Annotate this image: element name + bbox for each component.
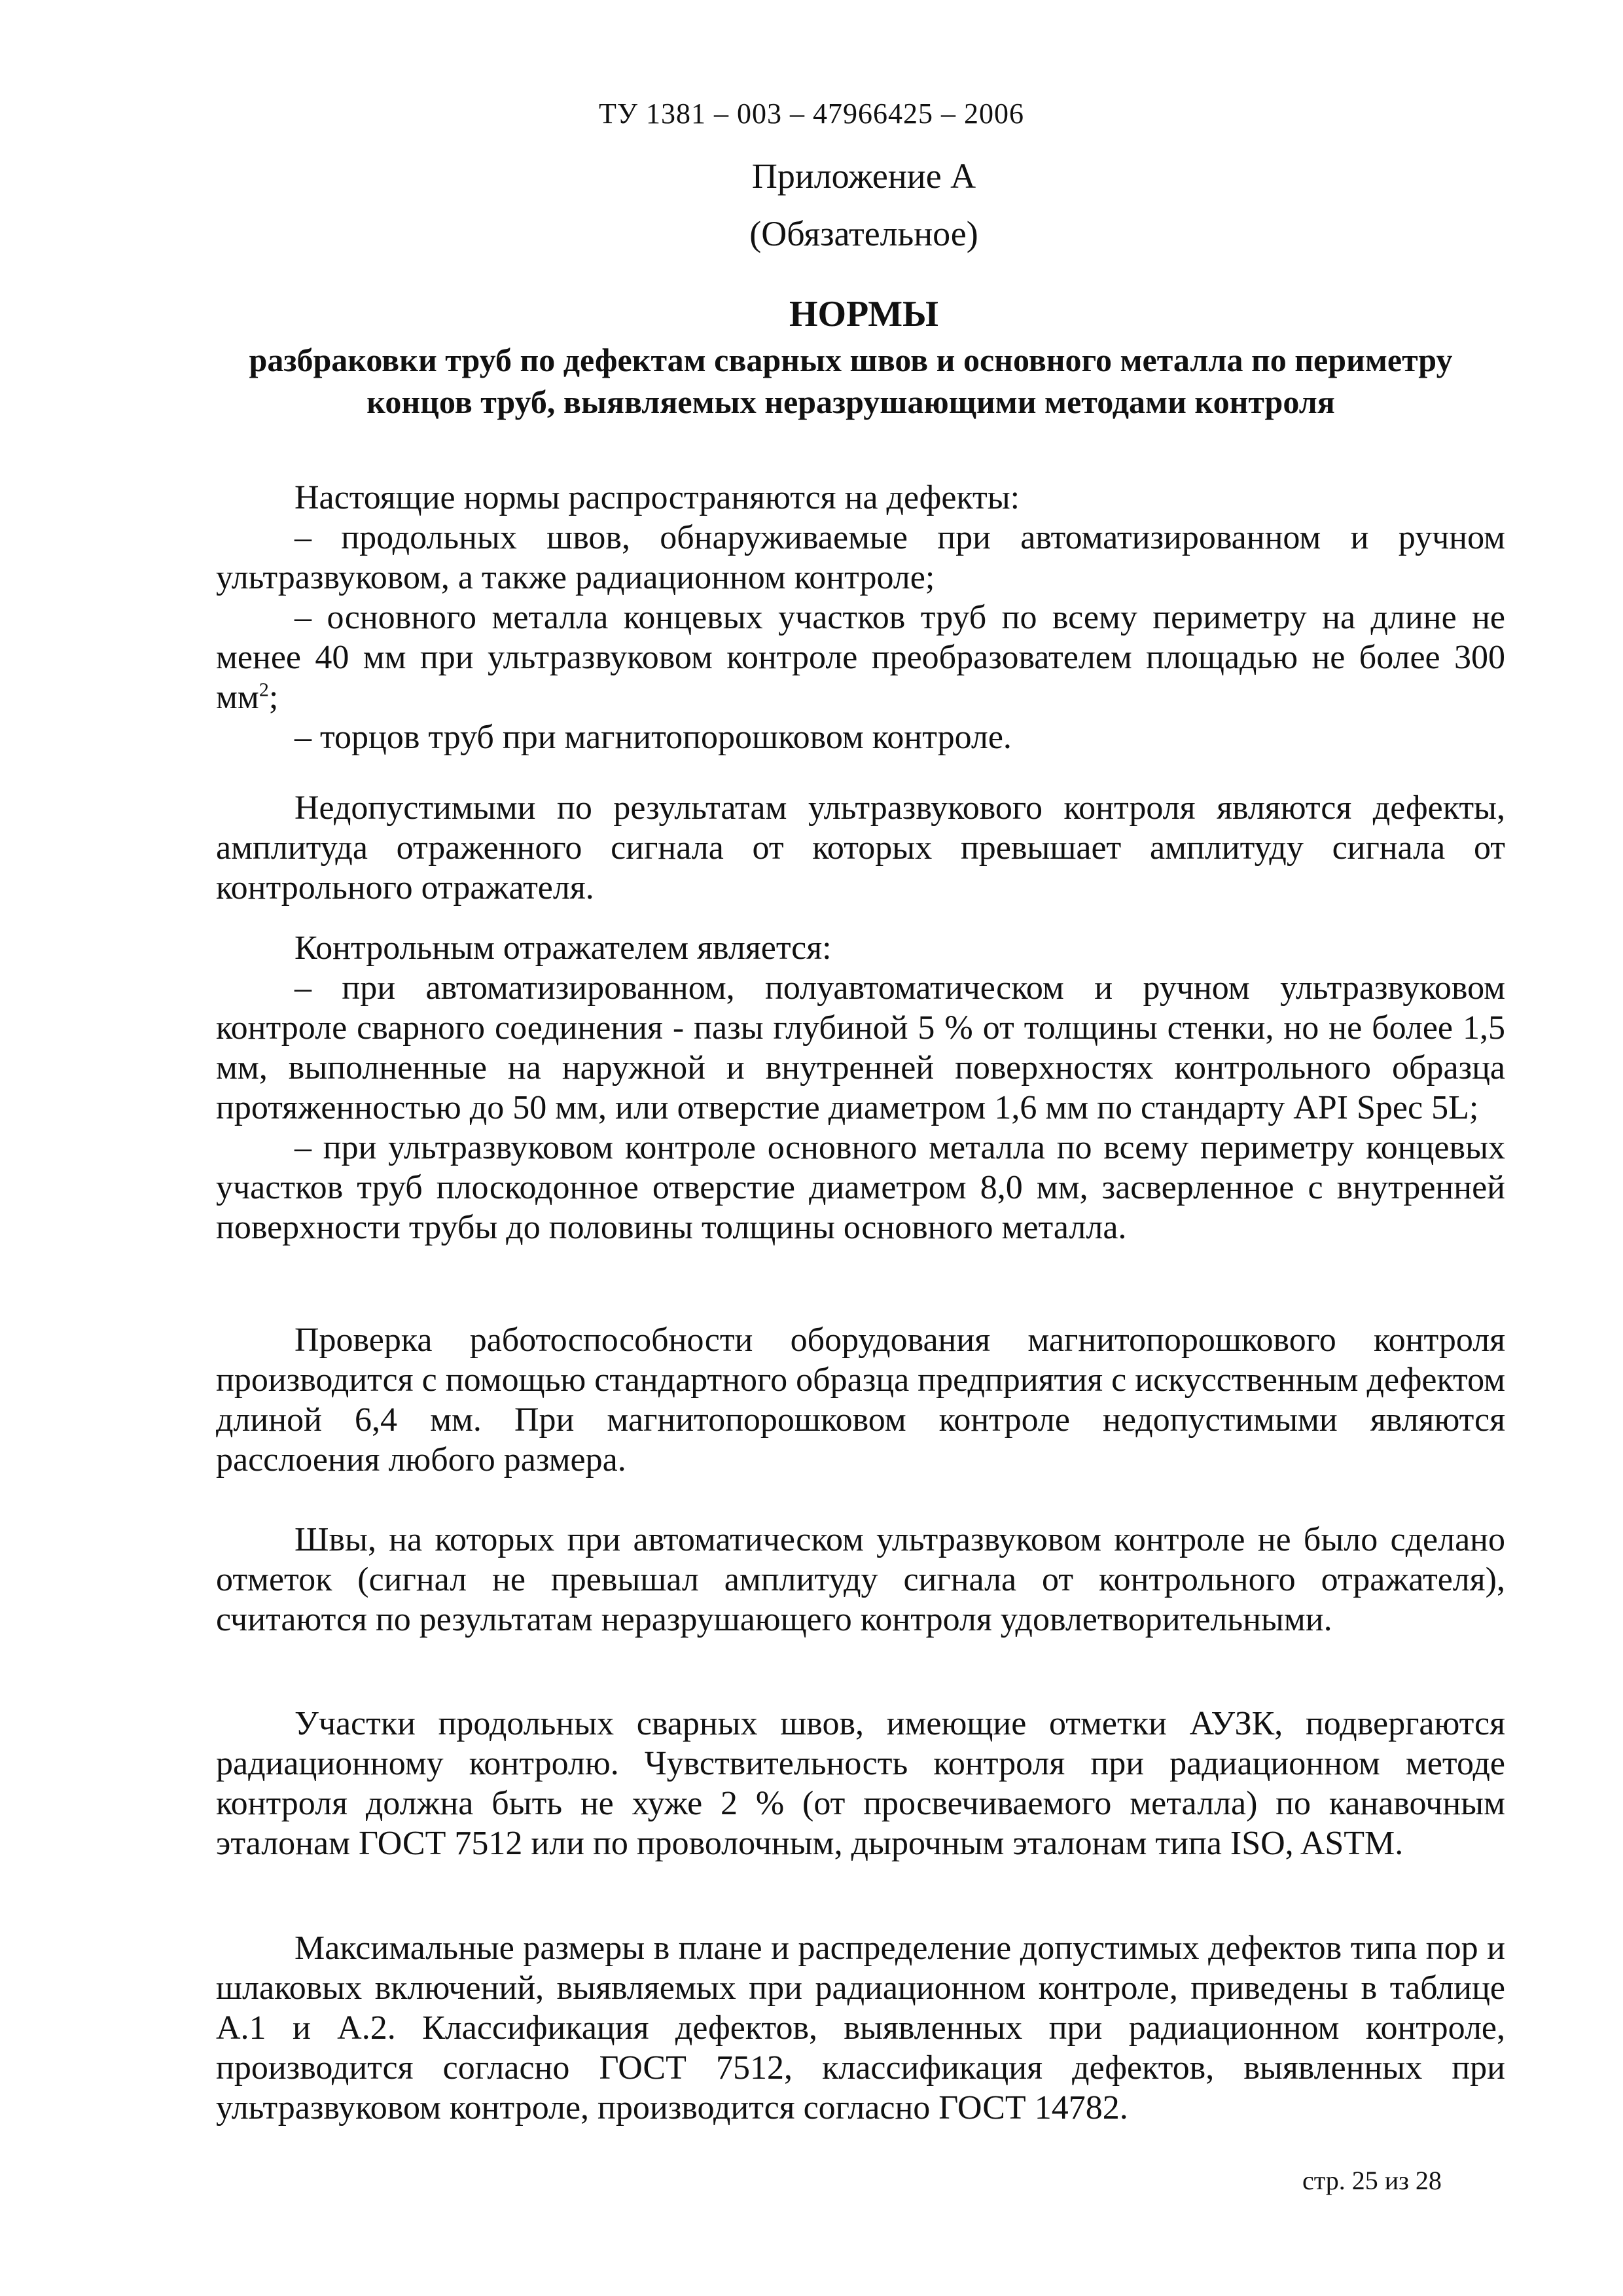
seams-block (216, 1520, 1505, 1640)
reflector-intro: Контрольным отражателем является: (294, 929, 832, 967)
magnetic-block (216, 1320, 1505, 1480)
scope-item-base-metal (216, 598, 1505, 717)
radiation-block (216, 1704, 1505, 1863)
page-number: стр. 25 из 28 (1302, 2166, 1442, 2195)
reflector-item-weld: – при автоматизированном, полуавтоматическом и ручном ультразвуковом контроле сварного соединения - пазы глубиной 5 % от толщины стенки, но не более 1,5 мм, выполненные на наружной и внутренней поверхностях контрольного образца протяженностью до 50 мм, или отверстие диаметром 1,6 мм по стандарту API Spec 5L; (216, 969, 1505, 1126)
document-code: ТУ 1381 – 003 – 47966425 – 2006 (598, 98, 1025, 130)
radiation-paragraph: Участки продольных сварных швов, имеющие отметки АУЗК, подвергаются радиационному контролю. Чувствительность контроля при радиационном методе контроля должна быть не хуже 2 % (от просвечиваемого металла) по канавочным эталонам ГОСТ 7512 или по проволочным, дырочным эталонам типа ISO, ASTM. (216, 1705, 1505, 1862)
ultrasonic-block (216, 788, 1505, 908)
scope-item-base-metal-end: ; (268, 679, 279, 716)
section-heading: НОРМЫ (789, 294, 939, 334)
section-subheading: разбраковки труб по дефектам сварных швов и основного металла по периметру концов труб, выявляемых неразрушающими методами контроля (249, 342, 1453, 420)
scope-block (216, 478, 1505, 757)
seams-paragraph: Швы, на которых при автоматическом ультразвуковом контроле не было сделано отметок (сигнал не превышал амплитуду сигнала от контрольного отражателя), считаются по результатам неразрушающего контроля удовлетворительными. (216, 1521, 1505, 1638)
reflector-item-base-metal: – при ультразвуковом контроле основного металла по всему периметру концевых участков труб плоскодонное отверстие диаметром 8,0 мм, засверленное с внутренней поверхности трубы до половины толщины основного металла. (216, 1129, 1505, 1246)
scope-intro: Настоящие нормы распространяются на дефекты: (294, 479, 1020, 516)
reflector-block (216, 928, 1505, 1247)
scope-item-base-metal-text: – основного металла концевых участков труб по всему периметру на длине не менее 40 мм при ультразвуковом контроле преобразователем площадью не более 300 мм (216, 599, 1505, 716)
appendix-status: (Обязательное) (749, 214, 978, 253)
scope-item-ends: – торцов труб при магнитопорошковом контроле. (294, 719, 1012, 756)
classification-paragraph: Максимальные размеры в плане и распределение допустимых дефектов типа пор и шлаковых включений, выявляемых при радиационном контроле, приведены в таблице А.1 и А.2. Классификация дефектов, выявленных при радиационном контроле, производится согласно ГОСТ 7512, классификация дефектов, выявленных при ультразвуковом контроле, производится согласно ГОСТ 14782. (216, 1929, 1505, 2126)
ultrasonic-paragraph: Недопустимыми по результатам ультразвукового контроля являются дефекты, амплитуда отраженного сигнала от которых превышает амплитуду сигнала от контрольного отражателя. (216, 789, 1505, 906)
appendix-title: Приложение А (751, 156, 976, 196)
scope-item-welds: – продольных швов, обнаруживаемые при автоматизированном и ручном ультразвуковом, а также радиационном контроле; (216, 519, 1505, 596)
magnetic-paragraph: Проверка работоспособности оборудования магнитопорошкового контроля производится с помощью стандартного образца предприятия с искусственным дефектом длиной 6,4 мм. При магнитопорошковом контроле недопустимыми являются расслоения любого размера. (216, 1321, 1505, 1479)
superscript: 2 (259, 679, 269, 701)
classification-block (216, 1928, 1505, 2128)
